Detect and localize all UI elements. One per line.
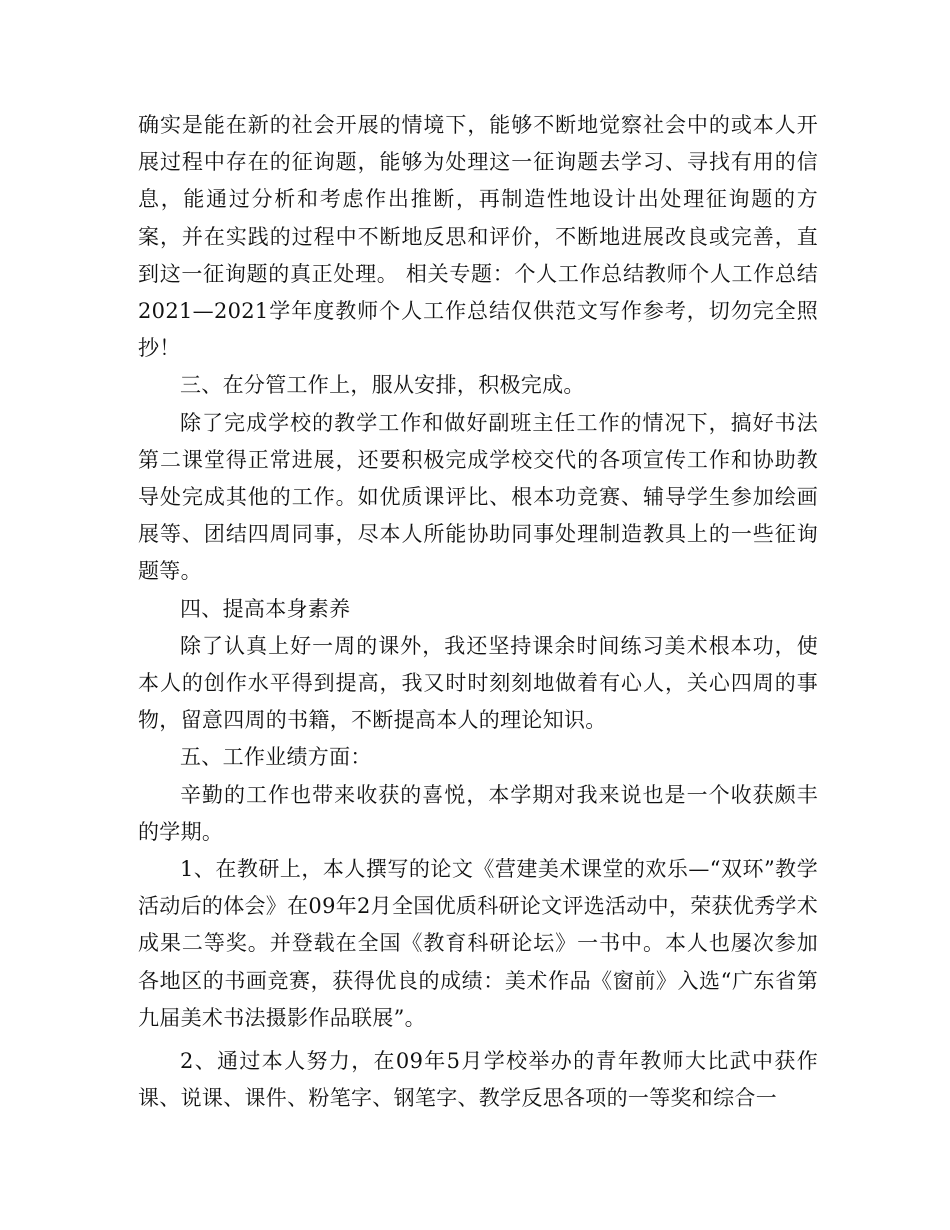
paragraph-section-4: 除了认真上好一周的课外，我还坚持课余时间练习美术根本功，使本人的创作水平得到提高，我又时时刻刻地做着有心人，关心四周的事物，留意四周的书籍，不断提高本人的理论知识。 [138,633,818,733]
paragraph-reflection-continued: 确实是能在新的社会开展的情境下，能够不断地觉察社会中的或本人开展过程中存在的征询题，能够为处理这一征询题去学习、寻找有用的信息，能通过分析和考虑作出推断，再制造性地设计出处理征询题的方案，并在实践的过程中不断地反思和评价，不断地进展改良或完善，直到这一征询题的真正处理。 相关专题：个人工作总结教师个人工作总结2021—2021学年度教师个人工作总结仅供范文写作参考，切勿完全照抄！ [138,113,818,361]
section-heading-5: 五、工作业绩方面： [180,745,372,770]
paragraph-achievement-2: 2、通过本人努力，在09年5月学校举办的青年教师大比武中获作课、说课、课件、粉笔字、钢笔字、教学反思各项的一等奖和综合一 [138,1049,818,1111]
document-body [138,107,818,1117]
paragraph-section-5-intro: 辛勤的工作也带来收获的喜悦，本学期对我来说也是一个收获颇丰的学期。 [138,782,818,844]
section-heading-3: 三、在分管工作上，服从安排，积极完成。 [180,373,585,398]
paragraph-achievement-1: 1、在教研上，本人撰写的论文《营建美术课堂的欢乐—“双环”教学活动后的体会》在09年2月全国优质科研论文评选活动中，荣获优秀学术成果二等奖。并登载在全国《教育科研论坛》一书中。本人也屡次参加各地区的书画竞赛，获得优良的成绩：美术作品《窗前》入选“广东省第九届美术书法摄影作品联展”。 [138,857,818,1030]
section-heading-4: 四、提高本身素养 [180,596,351,621]
paragraph-section-3: 除了完成学校的教学工作和做好副班主任工作的情况下，搞好书法第二课堂得正常进展，还要积极完成学校交代的各项宣传工作和协助教导处完成其他的工作。如优质课评比、根本功竞赛、辅导学生参加绘画展等、团结四周同事，尽本人所能协助同事处理制造教具上的一些征询题等。 [138,410,818,584]
